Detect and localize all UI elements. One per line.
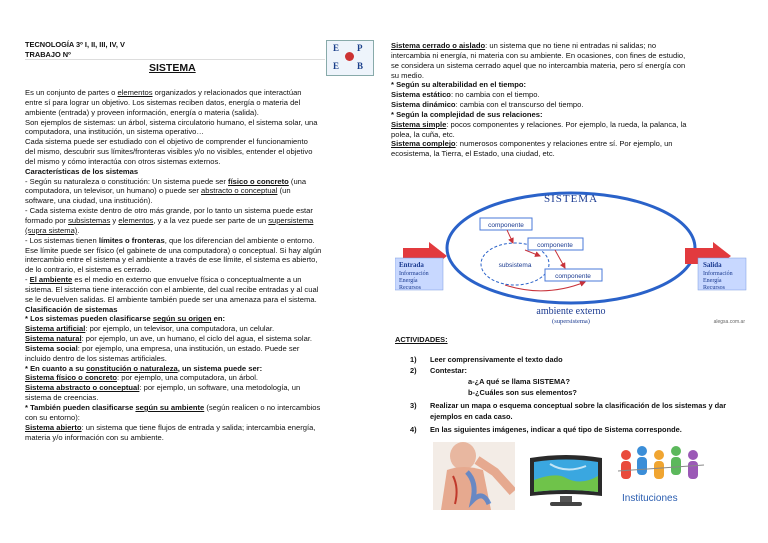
supersystem-label: (supersistema) [552,318,590,325]
activity-number: 4) [410,425,417,434]
text-line [25,334,380,344]
text-run: sistema. El sistema tiene interacción con el ambiente, del cual recibe entradas y al cual [25,284,319,294]
text-run: Sistema dinámico [391,100,456,110]
activity-text: Realizar un mapa o esquema conceptual sobre la clasificación de los sistemas y dar [430,401,727,410]
text-run: límites o fronteras [98,235,165,245]
text-run: - Cada sistema existe dentro de otro más grande, por lo tanto un sistema puede estar [25,206,313,216]
activity-number: 3) [410,401,417,410]
text-line [391,139,751,149]
text-run: software, una ciudad, una institución). [25,196,153,206]
text-run: * Según la complejidad de sus relaciones: [391,109,543,119]
text-run: (supra sistema) [25,225,78,235]
text-run: constitución o naturaleza [86,363,178,373]
text-run: : un sistema que tiene flujos de entrada y salida; intercambia energía, [81,422,316,432]
text-line [25,196,380,206]
human-anatomy-image [433,442,515,510]
text-line [391,51,751,61]
text-line [391,90,751,100]
text-run: intercambia ni energía, ni materia con su ambiente. En ocasiones, con fines de estudio, [391,50,686,60]
component-label: componente [537,242,573,249]
text-run: Cada sistema puede ser estudiado con el objetivo de comprender el funcionamiento [25,137,308,147]
input-item: Información [399,271,429,277]
output-item: Información [703,271,733,277]
text-run: : no cambia con el tiempo. [450,90,540,100]
text-run: Sistema natural [25,334,82,344]
text-run: según su ambiente [135,403,205,412]
text-run: : por ejemplo, un ave, un humano, el ciclo del agua, el sistema solar. [81,334,313,344]
text-line [391,61,751,71]
output-item: Energía [703,278,722,284]
text-line [25,108,380,118]
text-run: - [25,275,30,285]
text-run: , y a la vez puede ser parte de un [153,215,269,225]
text-run: Son ejemplos de sistemas: un árbol, sistema circulatorio humano, el sistema solar, una [25,117,318,127]
text-line [391,120,751,130]
activity-text: Contestar: [430,366,467,375]
text-run: : por ejemplo, un software, una metodología, un [139,383,301,393]
text-run: - Según su naturaleza o constitución: Un sistema puede ser [25,176,229,186]
text-line [25,157,380,167]
text-run: , que los diferencian del ambiente o entorno. [164,235,315,245]
text-line [391,130,751,140]
text-run: computadora, una institución, un sistema operativo… [25,127,204,137]
text-run: Sistema social [25,343,78,353]
text-run: Sistema cerrado o aislado [391,41,486,50]
text-line [391,71,751,81]
text-line [25,275,380,285]
activity-text: Leer comprensivamente el texto dado [430,355,563,364]
text-run: formado por [25,215,69,225]
work-label: TRABAJO Nº [25,50,71,59]
text-run: del mismo y cómo interactúa con otros sistemas externos. [25,156,221,166]
text-run: Sistema complejo [391,139,456,149]
activity-text: ejemplos en cada caso. [430,412,513,421]
text-run: Clasificación de sistemas [25,304,118,314]
text-run: , un sistema puede ser: [177,363,263,373]
text-run: : pocos componentes y relaciones. Por ejemplo, la rueda, la palanca, la [446,119,687,129]
activity-text: En las siguientes imágenes, indicar a qué tipo de Sistema corresponde. [430,425,682,434]
text-run: ecosistema, la Tierra, el Estado, una ciudad, etc. [391,149,555,159]
text-run: * También pueden clasificarse [25,403,136,412]
text-line [25,373,380,383]
text-run: elementos [117,88,153,97]
text-line [25,147,380,157]
text-run: Sistema artificial [25,324,86,334]
text-line [391,100,751,110]
text-line [391,149,751,159]
subsystem-label: subsistema [498,262,532,269]
component-label: componente [488,222,524,229]
text-run: Sistema físico o concreto [25,373,117,383]
text-run: * Los sistemas pueden clasificarse [25,314,153,324]
text-line [25,314,380,324]
logo-letter: E [333,61,340,71]
institutions-label: Instituciones [622,493,678,504]
text-run: entre sí para lograr un objetivo. Los sistemas reciben datos, energía o materia del [25,97,301,107]
text-line [25,433,380,443]
left-column [25,88,380,442]
television-image [526,452,606,512]
text-line [25,236,380,246]
people-icons [614,445,708,493]
activity-number: 2) [410,366,417,375]
logo-emblem [345,52,354,61]
text-run: según su origen [152,314,212,324]
text-line [25,246,380,256]
text-line [25,216,380,226]
diagram-credit: alegsa.com.ar [713,319,745,325]
text-run: subsistemas [68,215,111,225]
diagram-title: SISTEMA [543,193,599,205]
text-run: su medio. [391,70,424,80]
output-item: Recursos [703,285,725,291]
text-run: Sistema estático [391,90,451,100]
activities-heading: ACTIVIDADES: [395,335,448,344]
logo-letter: B [357,61,364,71]
text-line [25,364,380,374]
text-run: : por ejemplo, una computadora, un árbol. [117,373,258,383]
text-run: elementos [118,215,154,225]
text-run: incluido dentro de los sistemas artificiales. [25,353,167,363]
people-network-image [614,445,708,509]
text-run: computadora, un televisor, un humano) o puede ser [25,186,202,196]
text-run: (según realicen o no intercambios [204,403,321,412]
text-line [25,255,380,265]
text-run: : cambia con el transcurso del tiempo. [455,100,584,110]
text-line [25,167,380,177]
text-run: : un sistema que no tiene ni entradas ni salidas; no [485,41,657,50]
text-line [25,403,380,413]
text-run: Sistema abstracto o conceptual [25,383,140,393]
activity-question: b-¿Cuáles son sus elementos? [468,388,577,397]
text-line [25,265,380,275]
text-line [391,110,751,120]
text-run: es el medio en externo que envuelve física o conceptualmente a un [72,275,302,285]
text-run: : por ejemplo, un televisor, una computadora, un celular. [85,324,275,334]
text-line [25,413,380,423]
text-line [25,186,380,196]
text-run: Es un conjunto de partes o [25,88,118,97]
right-column [391,41,751,159]
system-diagram [395,188,748,326]
text-run: se considera un sistema cerrado aquel que no intercambia materia, pero sí energía con [391,60,686,70]
text-run: Ese límite puede ser físico (el gabinete de una computadora) o conceptual. Si hay algún [25,245,322,255]
text-line [25,354,380,364]
text-run: Sistema simple [391,119,447,129]
text-run: con su entorno): [25,412,80,422]
text-run: intercambio entre el sistema y el ambiente a través de ese límite, el sistema es abierto, [25,255,318,265]
text-run: organizados y relacionados que interactúan [152,88,302,97]
text-line [25,324,380,334]
page-title: SISTEMA [149,62,196,74]
text-line [25,393,380,403]
text-line [25,98,380,108]
text-line [25,226,380,236]
text-line [25,137,380,147]
text-line [391,80,751,90]
text-line [25,177,380,187]
text-run: supersistema [268,215,314,225]
text-line [25,344,380,354]
logo-letter: E [333,43,340,53]
text-run: del mismo, descubrir sus límites/fronteras visibles y/o no visibles, entender el objetivo [25,147,313,157]
text-run: materia y/o información con su ambiente. [25,432,164,442]
output-title: Salida [703,261,722,269]
text-run: * En cuanto a su [25,363,87,373]
system-diagram-svg [395,188,748,326]
text-run: (una [288,176,307,186]
activity-number: 1) [410,355,417,364]
divider [25,59,325,60]
text-run: en: [211,314,226,324]
input-item: Recursos [399,285,421,291]
text-line [25,118,380,128]
text-run: y [110,215,119,225]
text-run: sistema de creencias. [25,393,99,403]
text-run: El ambiente [29,275,73,285]
text-line [25,285,380,295]
text-line [25,383,380,393]
text-run: * Según su alterabilidad en el tiempo: [391,80,527,90]
text-line [25,127,380,137]
logo-letter: P [357,43,363,53]
text-line [25,88,380,98]
text-line [391,41,751,51]
text-run: abstracto o conceptual [201,186,278,196]
text-run: : numerosos componentes y relaciones entre sí. Por ejemplo, un [455,139,673,149]
component-label: componente [555,273,591,280]
text-run: polea, la cuña, etc. [391,129,455,139]
activity-question: a-¿A qué se llama SISTEMA? [468,377,570,386]
text-line [25,305,380,315]
environment-label: ambiente externo [536,306,606,317]
text-run: de lo contrario, el sistema es cerrado. [25,265,152,275]
text-run: se le devuelven salidas. El ambiente también puede ser una amenaza para el sistema. [25,294,317,304]
text-line [25,206,380,216]
text-line [25,423,380,433]
text-run: . [77,225,80,235]
input-item: Energía [399,278,418,284]
text-run: Sistema abierto [25,422,82,432]
school-logo [326,40,374,76]
text-run: Características de los sistemas [25,166,139,176]
text-line [25,295,380,305]
input-title: Entrada [399,261,424,269]
text-run: (un [277,186,291,196]
course-label: TECNOLOGÍA 3º I, II, III, IV, V [25,40,125,49]
text-run: : por ejemplo, una empresa, una institución, un estado. Puede ser [77,343,300,353]
text-run: ambiente (entrada) y proveen información, energía o materia (salida). [25,107,259,117]
text-run: físico o concreto [228,176,289,186]
text-run: - Los sistemas tienen [25,235,99,245]
